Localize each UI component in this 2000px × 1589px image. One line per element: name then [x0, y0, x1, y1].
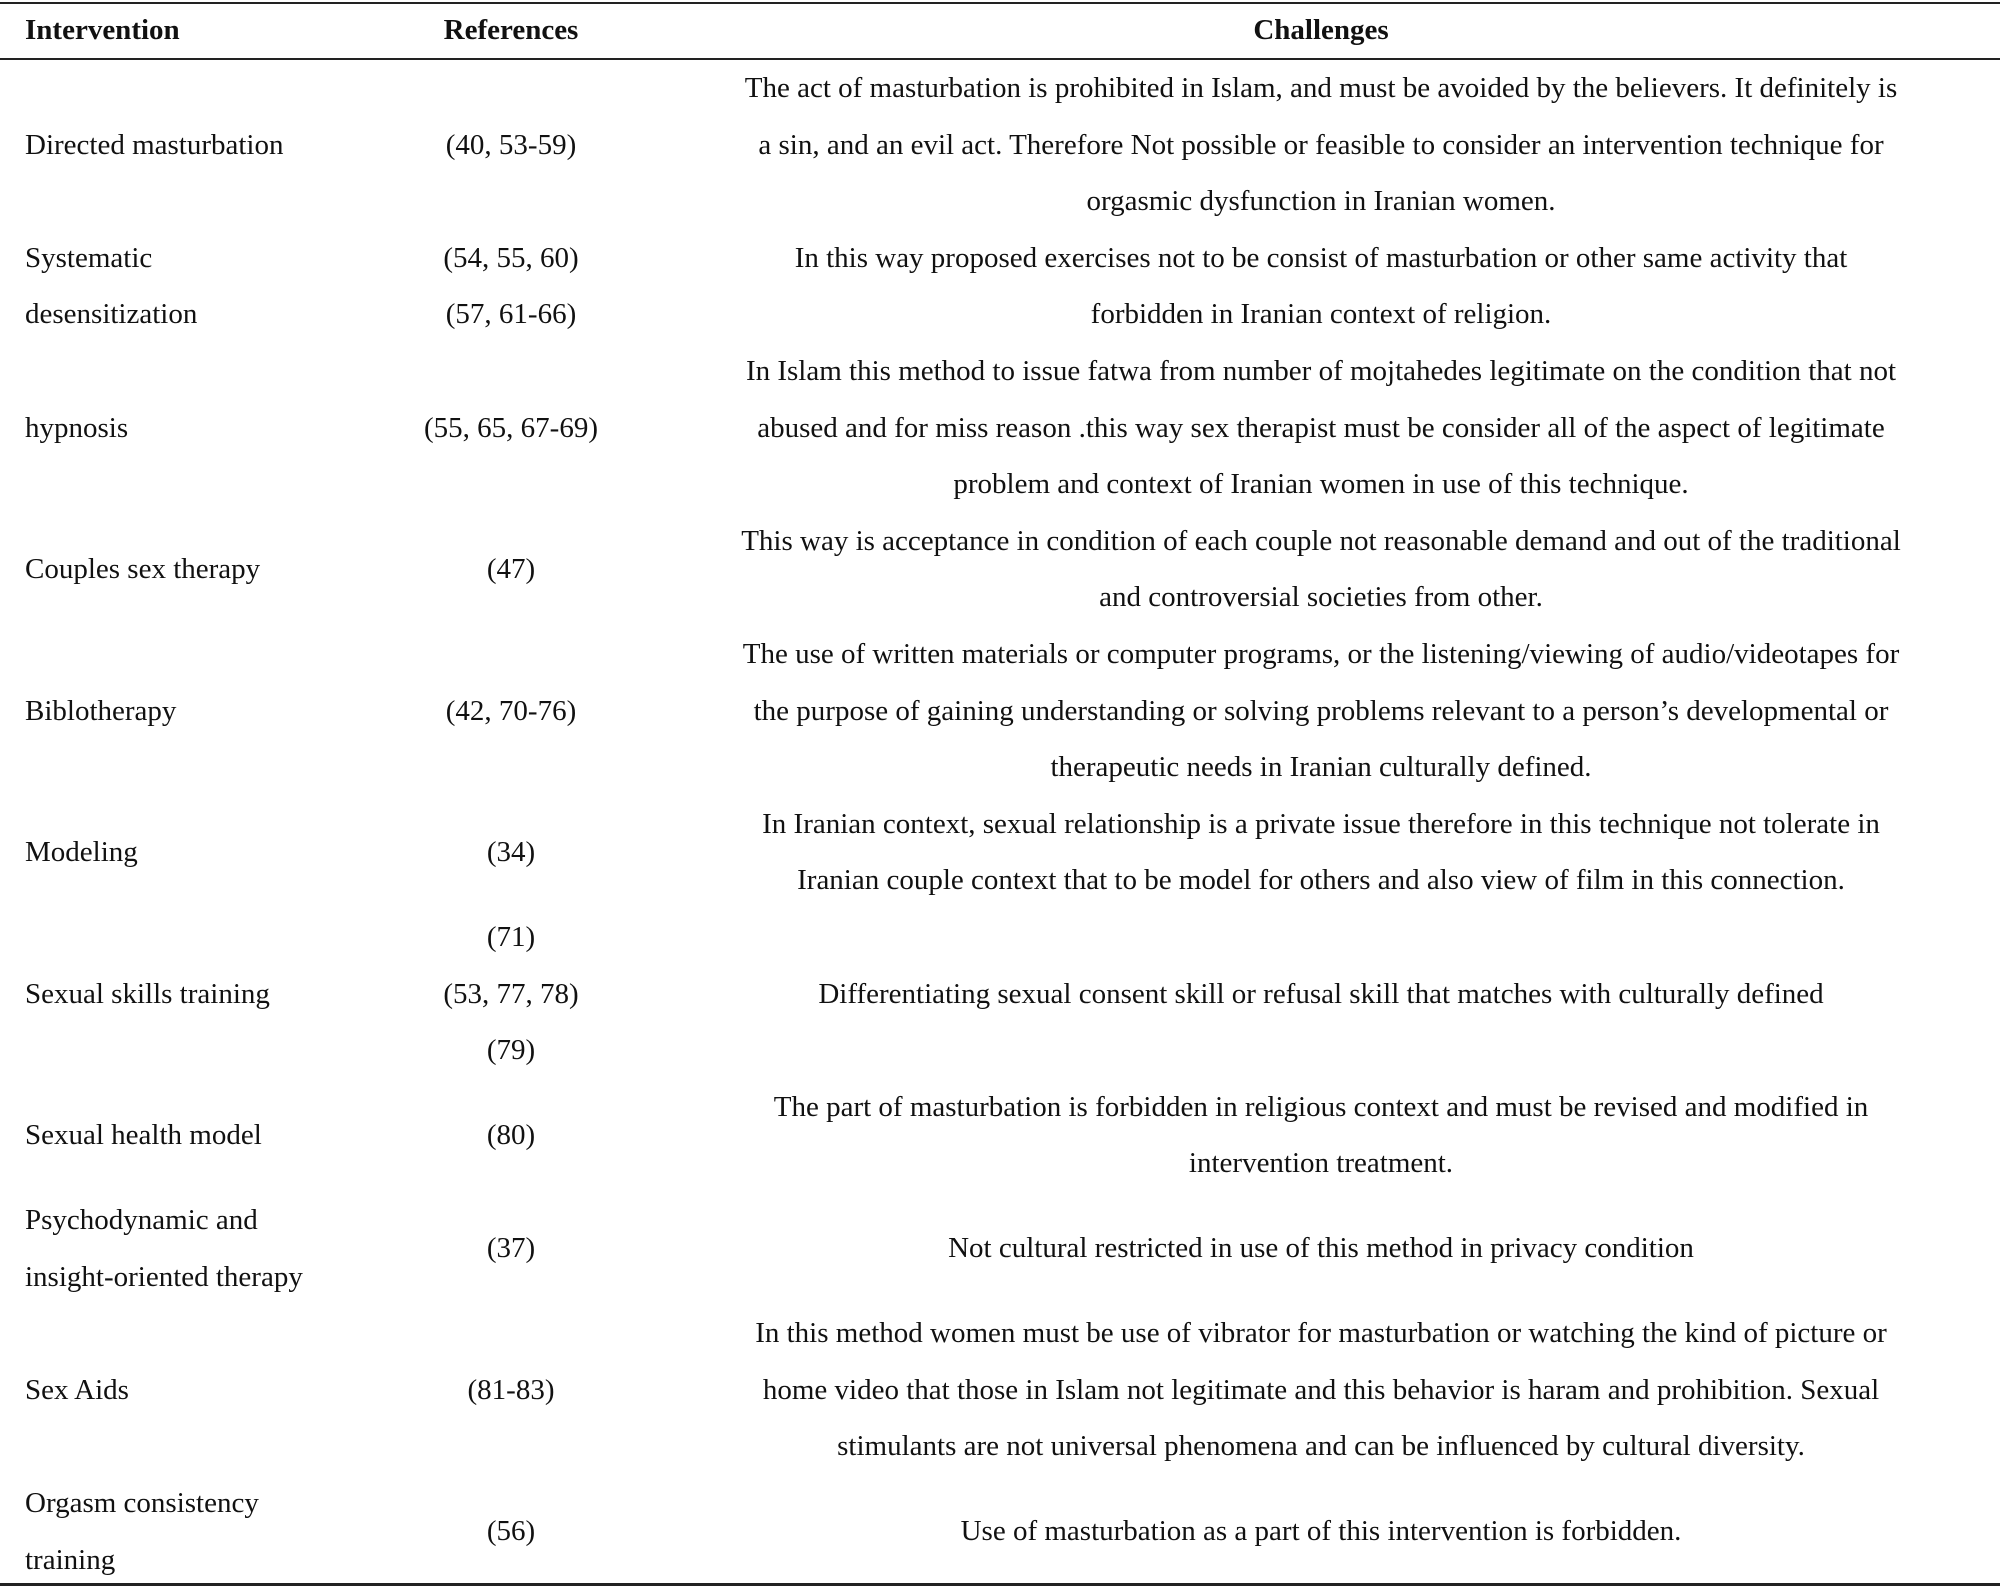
- challenges-cell-line: abused and for miss reason .this way sex therapist must be consider all of the aspect of legitimate: [757, 411, 1885, 444]
- challenges-cell: [652, 626, 1990, 796]
- challenges-cell-line: Use of masturbation as a part of this intervention is forbidden.: [960, 1515, 1682, 1548]
- intervention-cell: [25, 513, 375, 626]
- table-row: [0, 1305, 2000, 1475]
- intervention-cell-line: Modeling: [25, 836, 138, 869]
- challenges-cell-line: Not cultural restricted in use of this method in privacy condition: [948, 1232, 1694, 1265]
- references-cell-line: (79): [486, 1034, 536, 1067]
- challenges-cell-line: problem and context of Iranian women in use of this technique.: [953, 468, 1689, 501]
- intervention-cell-line: insight-oriented therapy: [25, 1260, 303, 1293]
- challenges-cell-line: orgasmic dysfunction in Iranian women.: [1086, 185, 1556, 218]
- challenges-cell: [652, 343, 1990, 513]
- references-cell-line: (81-83): [467, 1373, 555, 1406]
- intervention-cell-line: Directed masturbation: [25, 128, 284, 161]
- challenges-cell-line: therapeutic needs in Iranian culturally defined.: [1050, 751, 1592, 784]
- intervention-cell-line: desensitization: [25, 298, 198, 331]
- references-cell: [380, 626, 642, 796]
- challenges-cell-line: Iranian couple context that to be model for others and also view of film in this connection.: [797, 864, 1845, 897]
- references-cell: [380, 1475, 642, 1588]
- intervention-cell-line: Biblotherapy: [25, 694, 177, 727]
- challenges-cell-line: This way is acceptance in condition of each couple not reasonable demand and out of the traditional: [741, 524, 1901, 557]
- references-cell: [380, 1192, 642, 1305]
- challenges-cell: [652, 1192, 1990, 1305]
- challenges-cell: [652, 1475, 1990, 1588]
- references-cell-line: (57, 61-66): [445, 298, 577, 331]
- intervention-cell-line: Sexual skills training: [25, 977, 270, 1010]
- references-cell: [380, 796, 642, 909]
- challenges-cell-line: In Iranian context, sexual relationship is a private issue therefore in this technique not tolerate in: [762, 807, 1880, 840]
- challenges-cell-line: In this method women must be use of vibrator for masturbation or watching the kind of picture or: [755, 1317, 1887, 1350]
- challenges-cell-line: The act of masturbation is prohibited in Islam, and must be avoided by the believers. It definitely is: [744, 72, 1898, 104]
- intervention-cell: [25, 1192, 375, 1305]
- intervention-cell-line: hypnosis: [25, 411, 129, 444]
- intervention-cell-line: training: [25, 1543, 116, 1576]
- intervention-cell: [25, 909, 375, 1079]
- challenges-cell-line: and controversial societies from other.: [1099, 581, 1543, 614]
- references-cell-line: (40, 53-59): [445, 128, 577, 161]
- table-row: [0, 796, 2000, 909]
- references-cell: [380, 230, 642, 343]
- challenges-cell-line: home video that those in Islam not legitimate and this behavior is haram and prohibition. Sexual: [762, 1373, 1880, 1406]
- intervention-cell: [25, 60, 375, 230]
- references-cell-line: (80): [486, 1119, 536, 1152]
- table-row: [0, 343, 2000, 513]
- table-row: [0, 909, 2000, 1079]
- references-cell: [380, 1305, 642, 1475]
- intervention-cell-line: Systematic: [25, 241, 153, 274]
- references-cell: [380, 909, 642, 1079]
- references-cell: [380, 1079, 642, 1192]
- intervention-cell: [25, 1475, 375, 1588]
- intervention-cell-line: Orgasm consistency: [25, 1486, 259, 1519]
- table-row: [0, 513, 2000, 626]
- challenges-cell: [652, 60, 1990, 230]
- intervention-cell-line: Psychodynamic and: [25, 1203, 258, 1236]
- challenges-cell: [652, 1079, 1990, 1192]
- references-cell-line: (55, 65, 67-69): [424, 411, 598, 444]
- table-row: [0, 1192, 2000, 1305]
- intervention-cell: [25, 230, 375, 343]
- intervention-cell: [25, 1079, 375, 1192]
- challenges-cell-line: The part of masturbation is forbidden in religious context and must be revised and modified in: [773, 1090, 1869, 1123]
- references-cell-line: (71): [486, 920, 536, 953]
- challenges-cell-line: Differentiating sexual consent skill or refusal skill that matches with culturally defined: [818, 977, 1824, 1010]
- challenges-cell-line: In this way proposed exercises not to be consist of masturbation or other same activity that: [794, 241, 1848, 274]
- references-cell: [380, 343, 642, 513]
- references-cell-line: (56): [486, 1515, 536, 1548]
- table-row: [0, 1475, 2000, 1588]
- references-cell-line: (53, 77, 78): [443, 977, 579, 1010]
- table-body: [0, 60, 2000, 1588]
- challenges-cell-line: the purpose of gaining understanding or solving problems relevant to a person’s developmental or: [753, 694, 1889, 727]
- challenges-cell: [652, 1305, 1990, 1475]
- challenges-cell-line: stimulants are not universal phenomena and can be influenced by cultural diversity.: [837, 1430, 1805, 1463]
- references-cell-line: (47): [486, 553, 536, 586]
- table-row: [0, 1079, 2000, 1192]
- references-cell-line: (34): [486, 836, 536, 869]
- challenges-cell-line: forbidden in Iranian context of religion.: [1090, 298, 1552, 331]
- intervention-cell: [25, 343, 375, 513]
- challenges-cell-line: a sin, and an evil act. Therefore Not possible or feasible to consider an intervention technique for: [758, 128, 1884, 161]
- table-row: [0, 230, 2000, 343]
- intervention-cell-line: Sex Aids: [25, 1373, 129, 1406]
- challenges-cell-line: In Islam this method to issue fatwa from number of mojtahedes legitimate on the condition that not: [745, 354, 1897, 387]
- challenges-cell: [652, 230, 1990, 343]
- intervention-cell-line: Couples sex therapy: [25, 553, 261, 586]
- intervention-cell: [25, 626, 375, 796]
- references-cell: [380, 513, 642, 626]
- header-intervention: Intervention: [25, 13, 180, 46]
- header-references: References: [443, 13, 579, 46]
- challenges-cell: [652, 513, 1990, 626]
- header-challenges: Challenges: [1253, 13, 1389, 46]
- challenges-cell-line: The use of written materials or computer programs, or the listening/viewing of audio/videotapes for: [742, 637, 1900, 670]
- references-cell-line: (37): [486, 1232, 536, 1265]
- table-row: [0, 626, 2000, 796]
- intervention-cell-line: Sexual health model: [25, 1119, 262, 1152]
- challenges-cell: [652, 796, 1990, 909]
- intervention-cell: [25, 1305, 375, 1475]
- references-cell: [380, 60, 642, 230]
- references-cell-line: (54, 55, 60): [443, 241, 579, 274]
- intervention-cell: [25, 796, 375, 909]
- challenges-cell: [652, 909, 1990, 1079]
- table-row: [0, 60, 2000, 230]
- challenges-cell-line: intervention treatment.: [1188, 1147, 1454, 1180]
- table-bottom-rule: [0, 1583, 2000, 1586]
- references-cell-line: (42, 70-76): [445, 694, 577, 727]
